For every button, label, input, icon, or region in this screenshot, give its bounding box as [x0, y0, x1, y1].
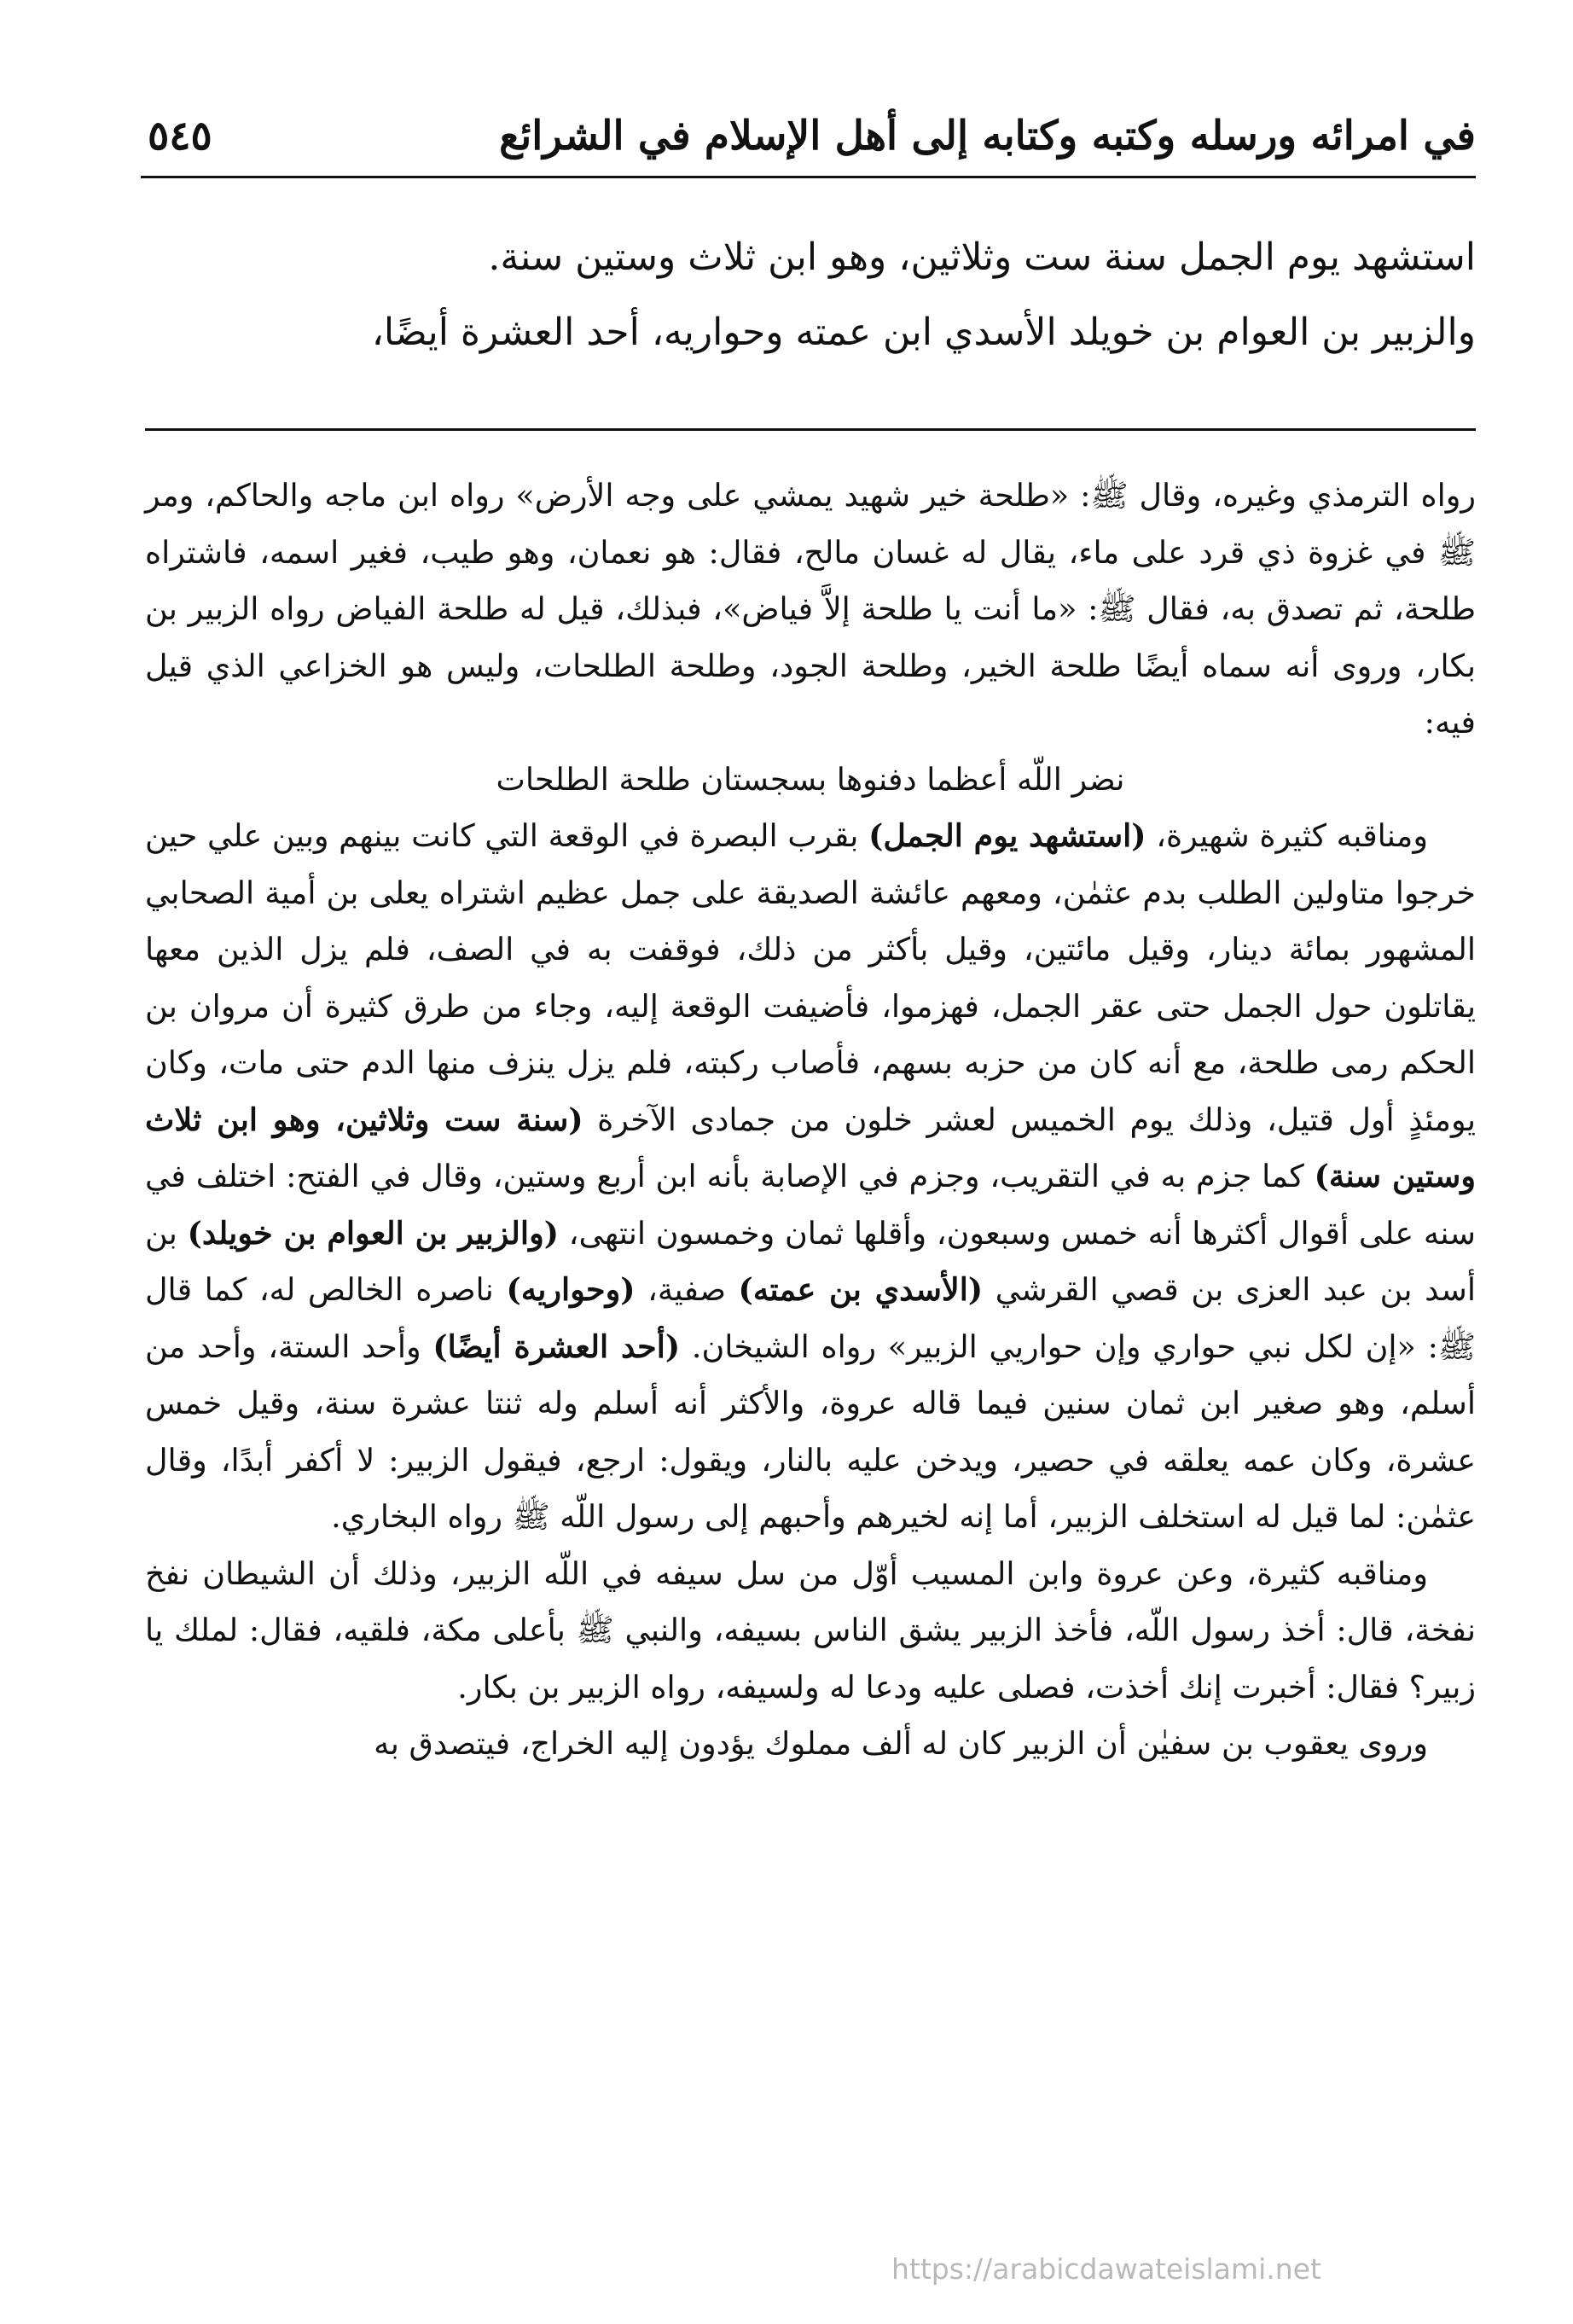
main-text [145, 220, 1476, 370]
quoted-main-text: (والزبير بن العوام بن خويلد) [187, 1214, 559, 1252]
page-header [141, 102, 1476, 179]
quoted-main-text: (وحواريه) [506, 1271, 636, 1308]
commentary-text: بقرب البصرة في الوقعة التي كانت بينهم وبين علي حين خرجوا متاولين الطلب بدم عثمٰن، ومعهم عائشة الصديقة على جمل عظيم اشتراه يعلى بن أمية الصحابي المشهور بمائة دينار، وقيل مائتين، وقيل بأكثر من ذلك، فوقفت به في الصف، فلم يزل الذين معها يقاتلون حول الجمل حتى عقر الجمل، فهزموا، فأضيفت الوقعة إليه، وجاء من طرق كثيرة أن مروان بن الحكم رمى طلحة، مع أنه كان من حزبه بسهم، فأصاب ركبته، فلم يزل ينزف منها الدم حتى مات، وكان يومئذٍ أول قتيل، وذلك يوم الخميس لعشر خلون من جمادى الآخرة [145, 817, 1476, 1138]
quoted-main-text: (الأسدي بن عمته) [738, 1271, 984, 1308]
running-title: في امرائه ورسله وكتبه وكتابه إلى أهل الإسلام في الشرائع [499, 113, 1476, 160]
footnote-separator [145, 428, 1476, 431]
commentary-paragraph: رواه الترمذي وغيره، وقال ﷺ: «طلحة خير شهيد يمشي على وجه الأرض» رواه ابن ماجه والحاكم، ومر ﷺ في غزوة ذي قرد على ماء، يقال له غسان مالح، فقال: هو نعمان، وهو طيب، فغير اسمه، فاشتراه طلحة، ثم تصدق به، فقال ﷺ: «ما أنت يا طلحة إلاَّ فياض»، فبذلك، قيل له طلحة الفياض رواه الزبير بن بكار، وروى أنه سماه أيضًا طلحة الخير، وطلحة الجود، وطلحة الطلحات، وليس هو الخزاعي الذي قيل فيه: [145, 477, 1476, 741]
main-text-line: استشهد يوم الجمل سنة ست وثلاثين، وهو ابن ثلاث وستين سنة. [488, 235, 1476, 279]
poetry-verse: نضر اللّه أعظما دفنوها بسجستان طلحة الطلحات [496, 760, 1125, 798]
quoted-main-text: (استشهد يوم الجمل) [868, 817, 1146, 854]
commentary-text: كما جزم به في التقريب، وجزم في الإصابة بأنه ابن أربع وستين، وقال في الفتح: اختلف في سنه على أقوال أكثرها أنه خمس وسبعون، وأقلها ثمان وخمسون انتهى، [145, 1158, 1476, 1252]
quoted-main-text: (سنة ست وثلاثين، وهو ابن ثلاث وستين سنة) [145, 1101, 1476, 1194]
commentary-text: صفية، [635, 1271, 739, 1308]
commentary-text: ومناقبه كثيرة شهيرة، [1146, 817, 1428, 854]
commentary-paragraph [145, 808, 1476, 1546]
commentary [145, 468, 1476, 1773]
commentary-paragraph: ومناقبه كثيرة، وعن عروة وابن المسيب أوّل من سل سيفه في اللّه الزبير، وذلك أن الشيطان نفخ نفخة، قال: أخذ رسول اللّه، فأخذ الزبير يشق الناس بسيفه، والنبي ﷺ بأعلى مكة، فلقيه، فقال: لملك يا زبير؟ فقال: أخبرت إنك أخذت، فصلى عليه ودعا له ولسيفه، رواه الزبير بن بكار. [145, 1554, 1476, 1705]
main-text-line: والزبير بن العوام بن خويلد الأسدي ابن عمته وحواريه، أحد العشرة أيضًا، [371, 311, 1476, 354]
commentary-text: ناصره الخالص له، كما قال ﷺ: «إن لكل نبي حواري وإن حواريي الزبير» رواه الشيخان. [145, 1271, 1476, 1365]
quoted-main-text: (أحد العشرة أيضًا) [432, 1328, 681, 1365]
page-number: ٥٤٥ [148, 113, 212, 160]
watermark-url: https://arabicdawateislami.net [891, 2252, 1321, 2286]
commentary-paragraph: وروى يعقوب بن سفيٰن أن الزبير كان له ألف مملوك يؤدون إليه الخراج، فيتصدق به [374, 1725, 1428, 1762]
commentary-text: بن أسد بن عبد العزى بن قصي القرشي [145, 1214, 1476, 1308]
commentary-text: وأحد الستة، وأحد من أسلم، وهو صغير ابن ثمان سنين فيما قاله عروة، والأكثر أنه أسلم وله ثنتا عشرة سنة، وقيل خمس عشرة، وكان عمه يعلقه في حصير، ويدخن عليه بالنار، ويقول: ارجع، فيقول الزبير: لا أكفر أبدًا، وقال عثمٰن: لما قيل له استخلف الزبير، أما إنه لخيرهم وأحبهم إلى رسول اللّه ﷺ رواه البخاري. [145, 1328, 1476, 1535]
header-rule [141, 176, 1476, 178]
